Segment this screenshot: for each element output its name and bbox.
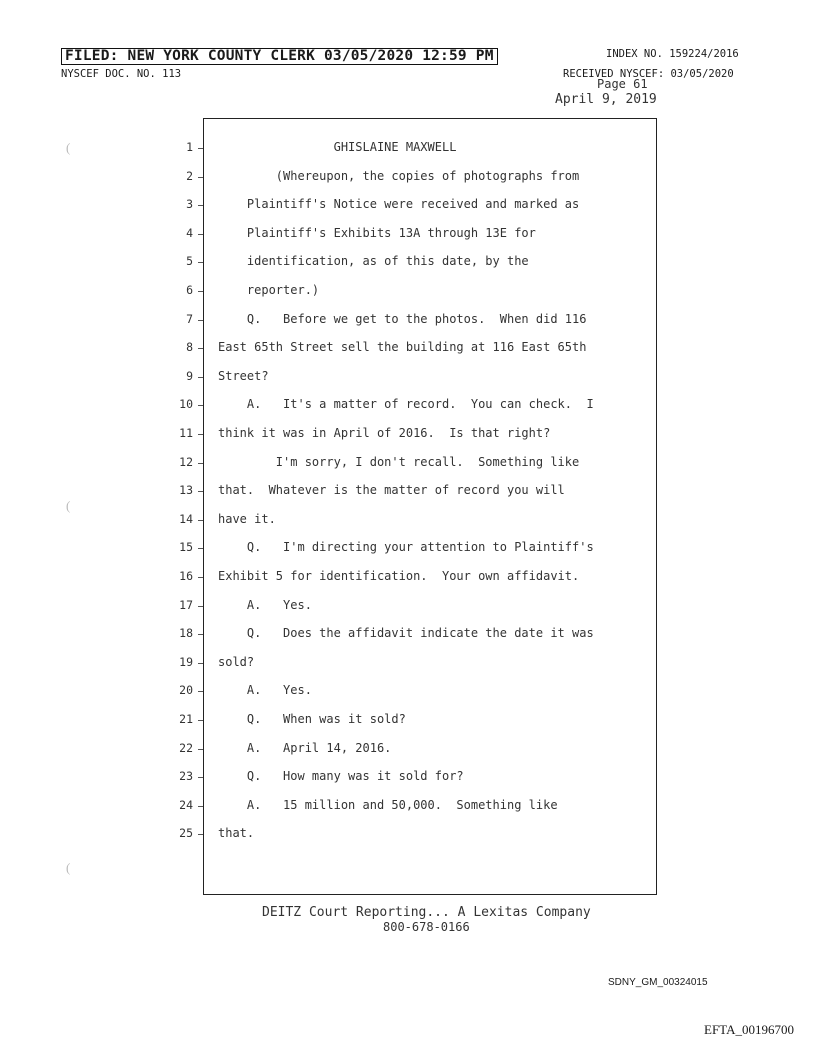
transcript-line: (Whereupon, the copies of photographs from bbox=[218, 168, 580, 183]
line-tick bbox=[198, 177, 203, 178]
transcript-line: Exhibit 5 for identification. Your own affidavit. bbox=[218, 569, 580, 583]
line-number: 15 bbox=[179, 540, 193, 555]
line-number: 5 bbox=[186, 254, 193, 269]
line-tick bbox=[198, 234, 203, 235]
nyscef-doc-number: NYSCEF DOC. NO. 113 bbox=[61, 68, 182, 80]
line-number: 23 bbox=[179, 769, 193, 784]
line-tick bbox=[198, 720, 203, 721]
line-tick bbox=[198, 548, 203, 549]
line-tick bbox=[198, 777, 203, 778]
transcript-line: reporter.) bbox=[218, 283, 320, 297]
transcript-line: Street? bbox=[218, 368, 269, 383]
transcript-line: Q. Does the affidavit indicate the date it was bbox=[218, 626, 594, 641]
transcript-line: think it was in April of 2016. Is that right? bbox=[218, 426, 551, 440]
line-tick bbox=[198, 691, 203, 692]
line-number: 3 bbox=[186, 197, 193, 212]
line-number: 6 bbox=[186, 283, 193, 297]
transcript-line: Q. Before we get to the photos. When did 116 bbox=[218, 311, 587, 326]
line-number: 17 bbox=[179, 597, 193, 612]
bates-number: SDNY_GM_00324015 bbox=[608, 977, 708, 988]
line-number: 8 bbox=[186, 340, 193, 355]
line-number: 21 bbox=[179, 712, 193, 726]
efta-number: EFTA_00196700 bbox=[704, 1022, 794, 1037]
reporting-phone: 800-678-0166 bbox=[383, 920, 470, 934]
transcript-line: Plaintiff's Exhibits 13A through 13E for bbox=[218, 225, 536, 240]
line-number: 12 bbox=[179, 454, 193, 469]
line-tick bbox=[198, 520, 203, 521]
line-tick bbox=[198, 262, 203, 263]
line-tick bbox=[198, 405, 203, 406]
line-number: 22 bbox=[179, 740, 193, 755]
transcript-line: have it. bbox=[218, 511, 276, 526]
line-tick bbox=[198, 348, 203, 349]
margin-mark: ( bbox=[66, 860, 71, 875]
line-number: 10 bbox=[179, 397, 193, 412]
line-tick bbox=[198, 606, 203, 607]
line-tick bbox=[198, 205, 203, 206]
reporting-company: DEITZ Court Reporting... A Lexitas Company bbox=[262, 905, 591, 920]
page-number: Page 61 bbox=[597, 77, 648, 91]
line-number: 13 bbox=[179, 483, 193, 498]
transcript-line: A. It's a matter of record. You can check. I bbox=[218, 397, 594, 412]
filed-stamp: FILED: NEW YORK COUNTY CLERK 03/05/2020 12:59 PM bbox=[61, 48, 498, 65]
line-tick bbox=[198, 291, 203, 292]
line-number: 18 bbox=[179, 626, 193, 641]
transcript-line: Q. When was it sold? bbox=[218, 712, 406, 726]
line-number: 2 bbox=[186, 168, 193, 183]
line-tick bbox=[198, 577, 203, 578]
line-number: 24 bbox=[179, 797, 193, 812]
line-tick bbox=[198, 320, 203, 321]
transcript-line: East 65th Street sell the building at 116 East 65th bbox=[218, 340, 587, 355]
transcript-line: A. Yes. bbox=[218, 683, 312, 698]
line-number: 16 bbox=[179, 569, 193, 583]
line-number: 14 bbox=[179, 511, 193, 526]
line-tick bbox=[198, 749, 203, 750]
line-number: 1 bbox=[186, 140, 193, 154]
transcript-line: that. Whatever is the matter of record you will bbox=[218, 483, 565, 498]
line-tick bbox=[198, 806, 203, 807]
line-tick bbox=[198, 434, 203, 435]
transcript-line: that. bbox=[218, 826, 255, 841]
line-number: 19 bbox=[179, 654, 193, 669]
transcript-line: A. Yes. bbox=[218, 597, 312, 612]
line-number: 20 bbox=[179, 683, 193, 698]
index-number: INDEX NO. 159224/2016 bbox=[606, 48, 739, 60]
transcript-line: I'm sorry, I don't recall. Something like bbox=[218, 454, 580, 469]
line-number: 4 bbox=[186, 225, 193, 240]
transcript-line: A. 15 million and 50,000. Something like bbox=[218, 797, 558, 812]
margin-mark: ( bbox=[66, 140, 71, 155]
line-tick bbox=[198, 148, 203, 149]
transcript-line: A. April 14, 2016. bbox=[218, 740, 392, 755]
line-tick bbox=[198, 634, 203, 635]
line-number: 11 bbox=[179, 426, 193, 440]
transcript-line: GHISLAINE MAXWELL bbox=[218, 140, 457, 154]
deposition-date: April 9, 2019 bbox=[555, 92, 657, 107]
line-tick bbox=[198, 463, 203, 464]
transcript-line: sold? bbox=[218, 654, 255, 669]
transcript-line: Q. How many was it sold for? bbox=[218, 769, 464, 784]
received-date: RECEIVED NYSCEF: 03/05/2020 bbox=[563, 68, 734, 80]
line-number: 25 bbox=[179, 826, 193, 841]
margin-mark: ( bbox=[66, 498, 71, 513]
transcript-line: Plaintiff's Notice were received and marked as bbox=[218, 197, 580, 212]
transcript-line: Q. I'm directing your attention to Plaintiff's bbox=[218, 540, 594, 555]
transcript-line: identification, as of this date, by the bbox=[218, 254, 529, 269]
line-number: 7 bbox=[186, 311, 193, 326]
line-tick bbox=[198, 377, 203, 378]
line-tick bbox=[198, 663, 203, 664]
line-tick bbox=[198, 834, 203, 835]
line-tick bbox=[198, 491, 203, 492]
line-number: 9 bbox=[186, 368, 193, 383]
